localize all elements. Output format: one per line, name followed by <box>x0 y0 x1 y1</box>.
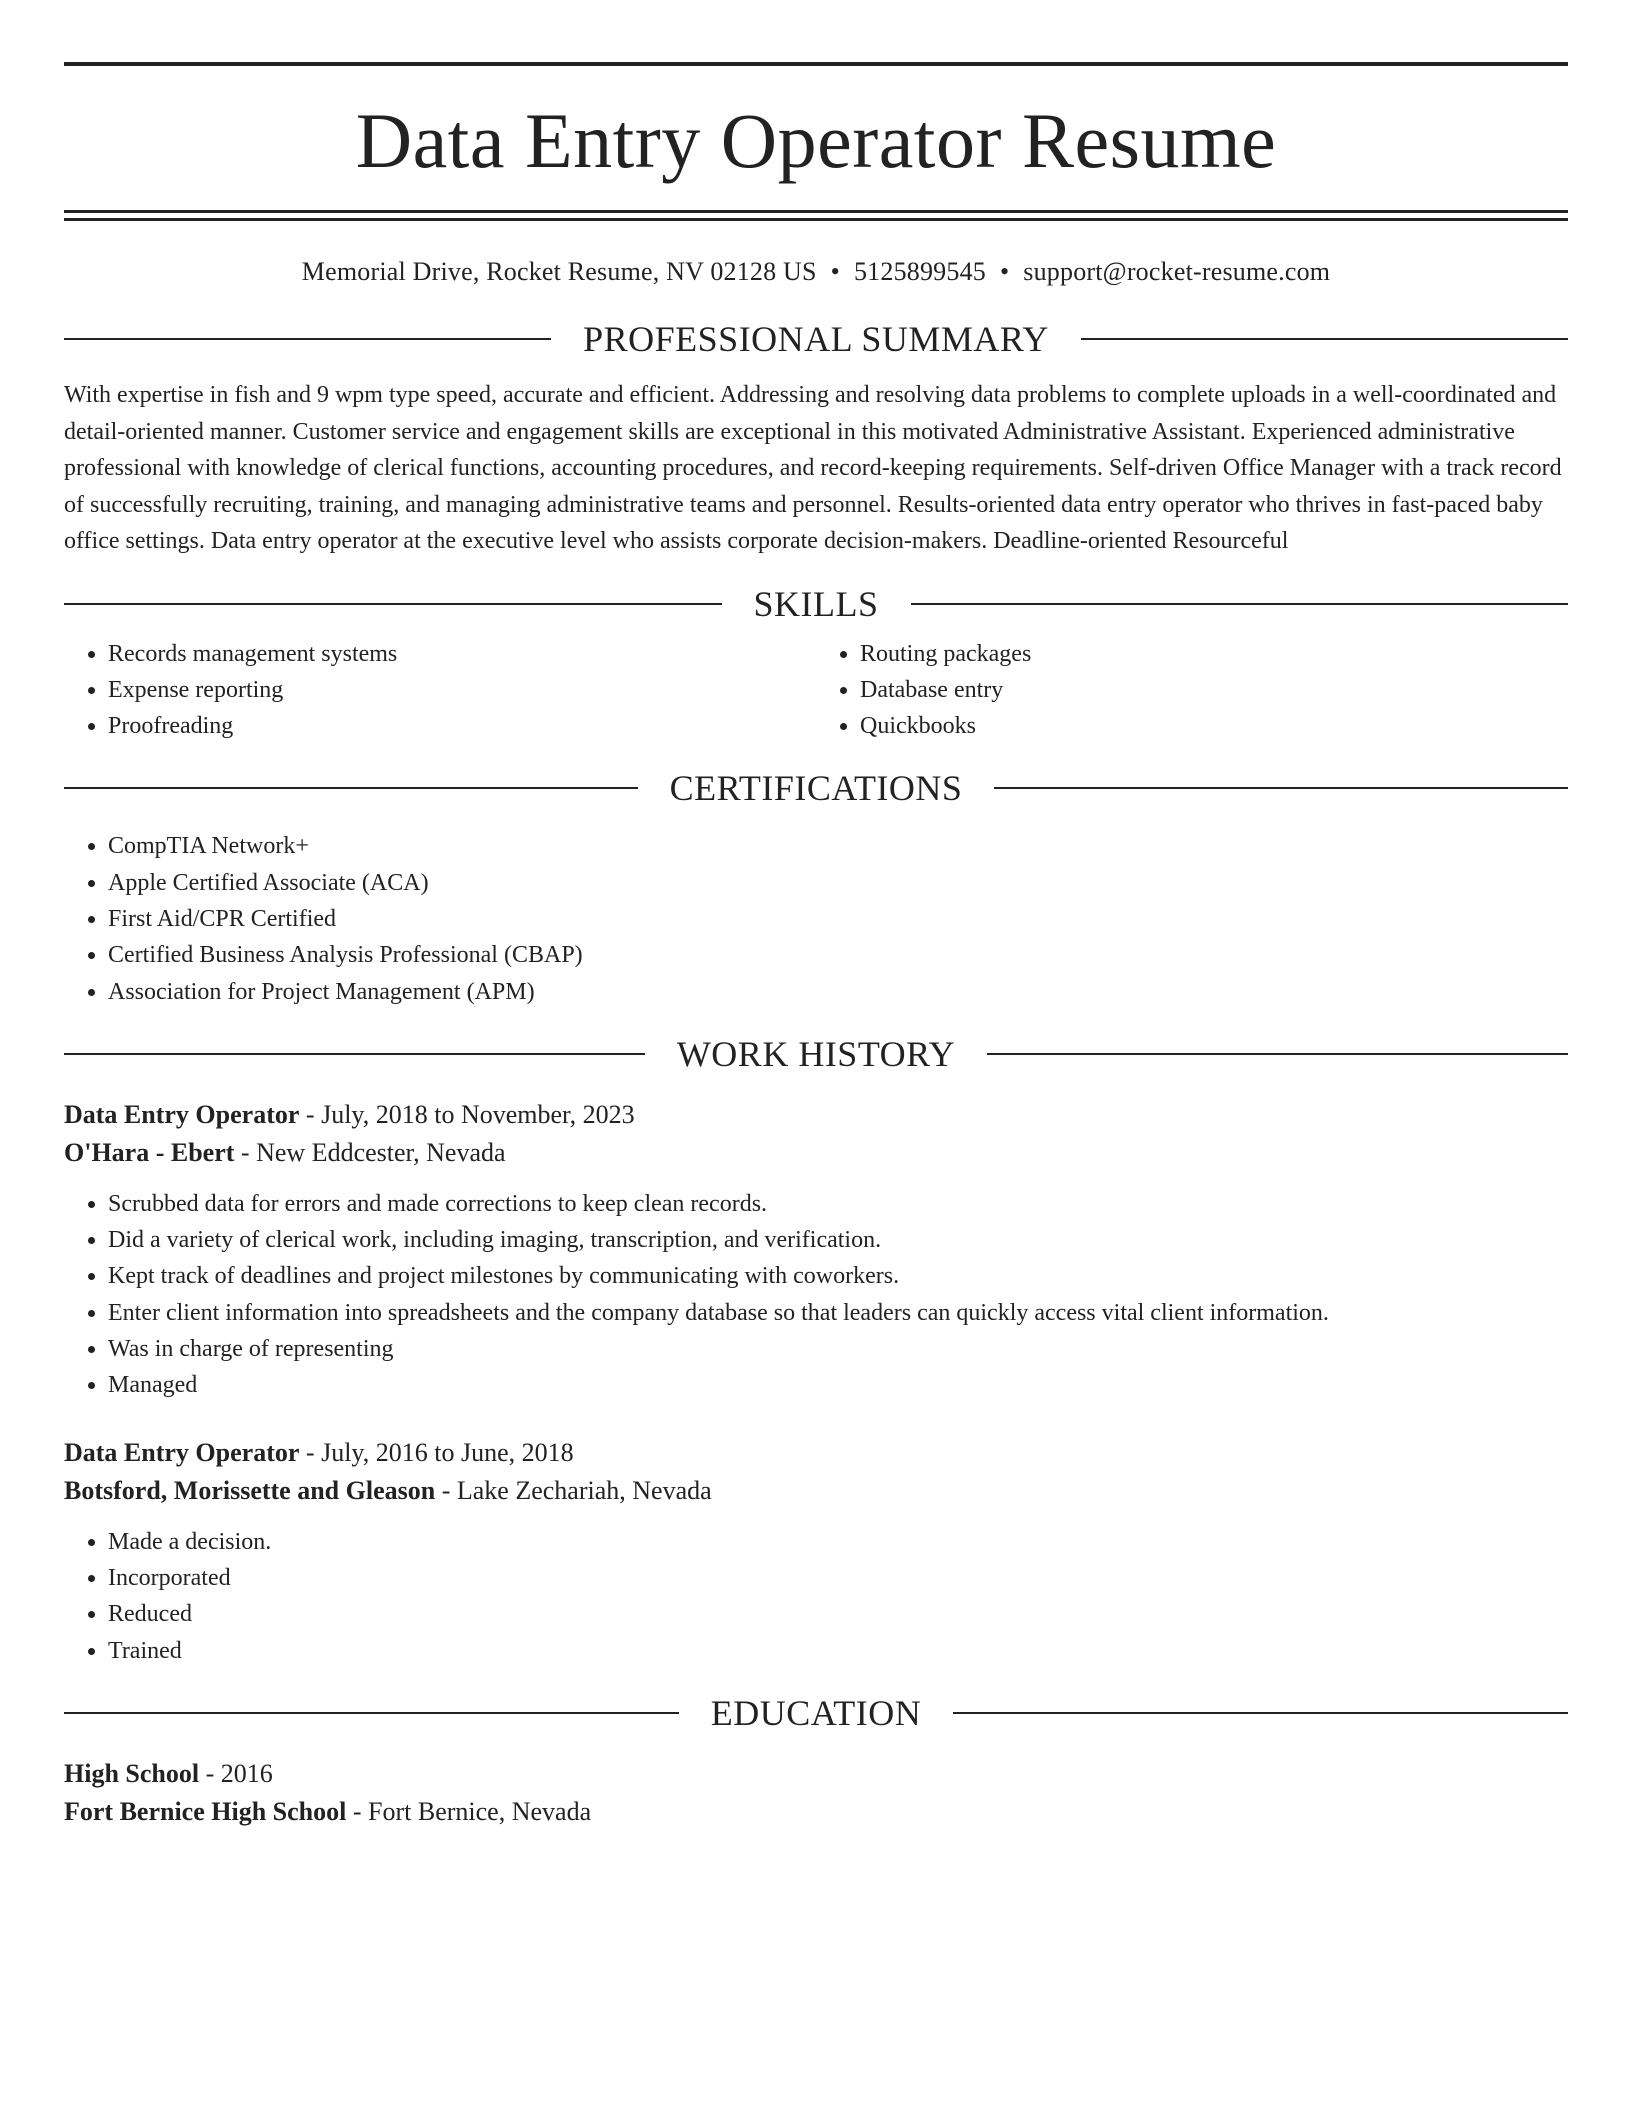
job-bullet: • Managed <box>108 1367 1568 1403</box>
job-location: Lake Zechariah, Nevada <box>456 1475 712 1505</box>
skills-column-right <box>816 636 1568 745</box>
certification-item: • Association for Project Management (APM) <box>108 974 1568 1010</box>
section-header-certifications <box>64 768 1568 809</box>
section-rule <box>64 787 638 789</box>
section-rule <box>911 603 1569 605</box>
contact-separator: • <box>830 257 840 286</box>
section-rule <box>64 603 722 605</box>
certification-item: • CompTIA Network+ <box>108 828 1568 864</box>
job-company-line: O'Hara - Ebert - New Eddcester, Nevada <box>64 1137 506 1167</box>
section-rule <box>64 338 551 340</box>
section-title: SKILLS <box>753 583 879 624</box>
skills-grid <box>64 636 1568 745</box>
contact-phone: 5125899545 <box>853 257 986 286</box>
section-header-work-history <box>64 1033 1568 1074</box>
skill-item: • Database entry <box>860 672 1568 708</box>
job-bullet: • Did a variety of clerical work, including imaging, transcription, and verification. <box>108 1222 1568 1258</box>
job-role: Data Entry Operator <box>64 1437 300 1467</box>
section-rule <box>1081 338 1568 340</box>
job-bullet: • Reduced <box>108 1596 1568 1632</box>
education-entry <box>64 1755 1568 1831</box>
job-bullet: • Trained <box>108 1633 1568 1669</box>
section-rule <box>953 1712 1568 1714</box>
job-bullets <box>64 1186 1568 1404</box>
certification-item: • First Aid/CPR Certified <box>108 901 1568 937</box>
skill-item: • Expense reporting <box>108 672 816 708</box>
job-title-line: Data Entry Operator - July, 2018 to November, 2023 <box>64 1099 635 1129</box>
contact-line <box>64 257 1568 287</box>
section-header-summary <box>64 321 1568 357</box>
job-bullet: • Scrubbed data for errors and made corrections to keep clean records. <box>108 1186 1568 1222</box>
skill-item: • Quickbooks <box>860 708 1568 744</box>
education-degree: High School <box>64 1758 200 1788</box>
top-rule <box>64 62 1568 66</box>
job-entry <box>64 1096 1568 1404</box>
section-rule <box>987 1053 1568 1055</box>
job-bullet: • Kept track of deadlines and project milestones by communicating with coworkers. <box>108 1258 1568 1294</box>
job-company-line: Botsford, Morissette and Gleason - Lake Zechariah, Nevada <box>64 1475 712 1505</box>
job-company: O'Hara - Ebert <box>64 1137 235 1167</box>
job-dates: July, 2018 to November, 2023 <box>321 1099 635 1129</box>
section-rule <box>64 1712 679 1714</box>
job-entry <box>64 1434 1568 1669</box>
section-header-skills <box>64 583 1568 624</box>
education-location: Fort Bernice, Nevada <box>368 1796 592 1826</box>
job-dates: July, 2016 to June, 2018 <box>321 1437 574 1467</box>
skill-item: • Proofreading <box>108 708 816 744</box>
section-title: CERTIFICATIONS <box>669 768 963 809</box>
contact-email: support@rocket-resume.com <box>1023 257 1331 286</box>
education-school-line: Fort Bernice High School - Fort Bernice, Nevada <box>64 1796 592 1826</box>
contact-address: Memorial Drive, Rocket Resume, NV 02128 US <box>301 257 817 286</box>
job-company: Botsford, Morissette and Gleason <box>64 1475 436 1505</box>
certification-item: • Certified Business Analysis Professional (CBAP) <box>108 937 1568 973</box>
education-year: 2016 <box>220 1758 273 1788</box>
skills-column-left <box>64 636 816 745</box>
skill-item: • Routing packages <box>860 636 1568 672</box>
section-rule <box>994 787 1568 789</box>
section-rule <box>64 1053 645 1055</box>
certification-item: • Apple Certified Associate (ACA) <box>108 865 1568 901</box>
education-school: Fort Bernice High School <box>64 1796 347 1826</box>
section-title: EDUCATION <box>710 1692 922 1733</box>
education-degree-line: High School - 2016 <box>64 1758 273 1788</box>
job-role: Data Entry Operator <box>64 1099 300 1129</box>
section-title: PROFESSIONAL SUMMARY <box>583 319 1049 359</box>
title-double-rule <box>64 210 1568 221</box>
resume-title: Data Entry Operator Resume <box>355 97 1277 184</box>
job-location: New Eddcester, Nevada <box>256 1137 506 1167</box>
section-title: WORK HISTORY <box>676 1033 956 1074</box>
job-bullets <box>64 1524 1568 1669</box>
job-bullet: • Incorporated <box>108 1560 1568 1596</box>
job-bullet: • Made a decision. <box>108 1524 1568 1560</box>
job-bullet: • Enter client information into spreadsheets and the company database so that leaders can quickly access vital client information. <box>108 1295 1568 1331</box>
skill-item: • Records management systems <box>108 636 816 672</box>
section-header-education <box>64 1692 1568 1733</box>
contact-separator: • <box>999 257 1010 286</box>
job-title-line: Data Entry Operator - July, 2016 to June, 2018 <box>64 1437 574 1467</box>
summary-text: With expertise in fish and 9 wpm type speed, accurate and efficient. Addressing and resolving data problems to complete uploads in a well-coordinated and detail-oriented manner. Customer service and engagement skills are exceptional in this motivated Administrative Assistant. Experienced administrative professional with knowledge of clerical functions, accounting procedures, and record-keeping requirements. Self-driven Office Manager with a track record of successfully recruiting, training, and managing administrative teams and personnel. Results-oriented data entry operator who thrives in fast-paced baby office settings. Data entry operator at the executive level who assists corporate decision-makers. Deadline-oriented Resourceful <box>64 382 1562 554</box>
certifications-list <box>64 828 1568 1009</box>
job-bullet: • Was in charge of representing <box>108 1331 1568 1367</box>
